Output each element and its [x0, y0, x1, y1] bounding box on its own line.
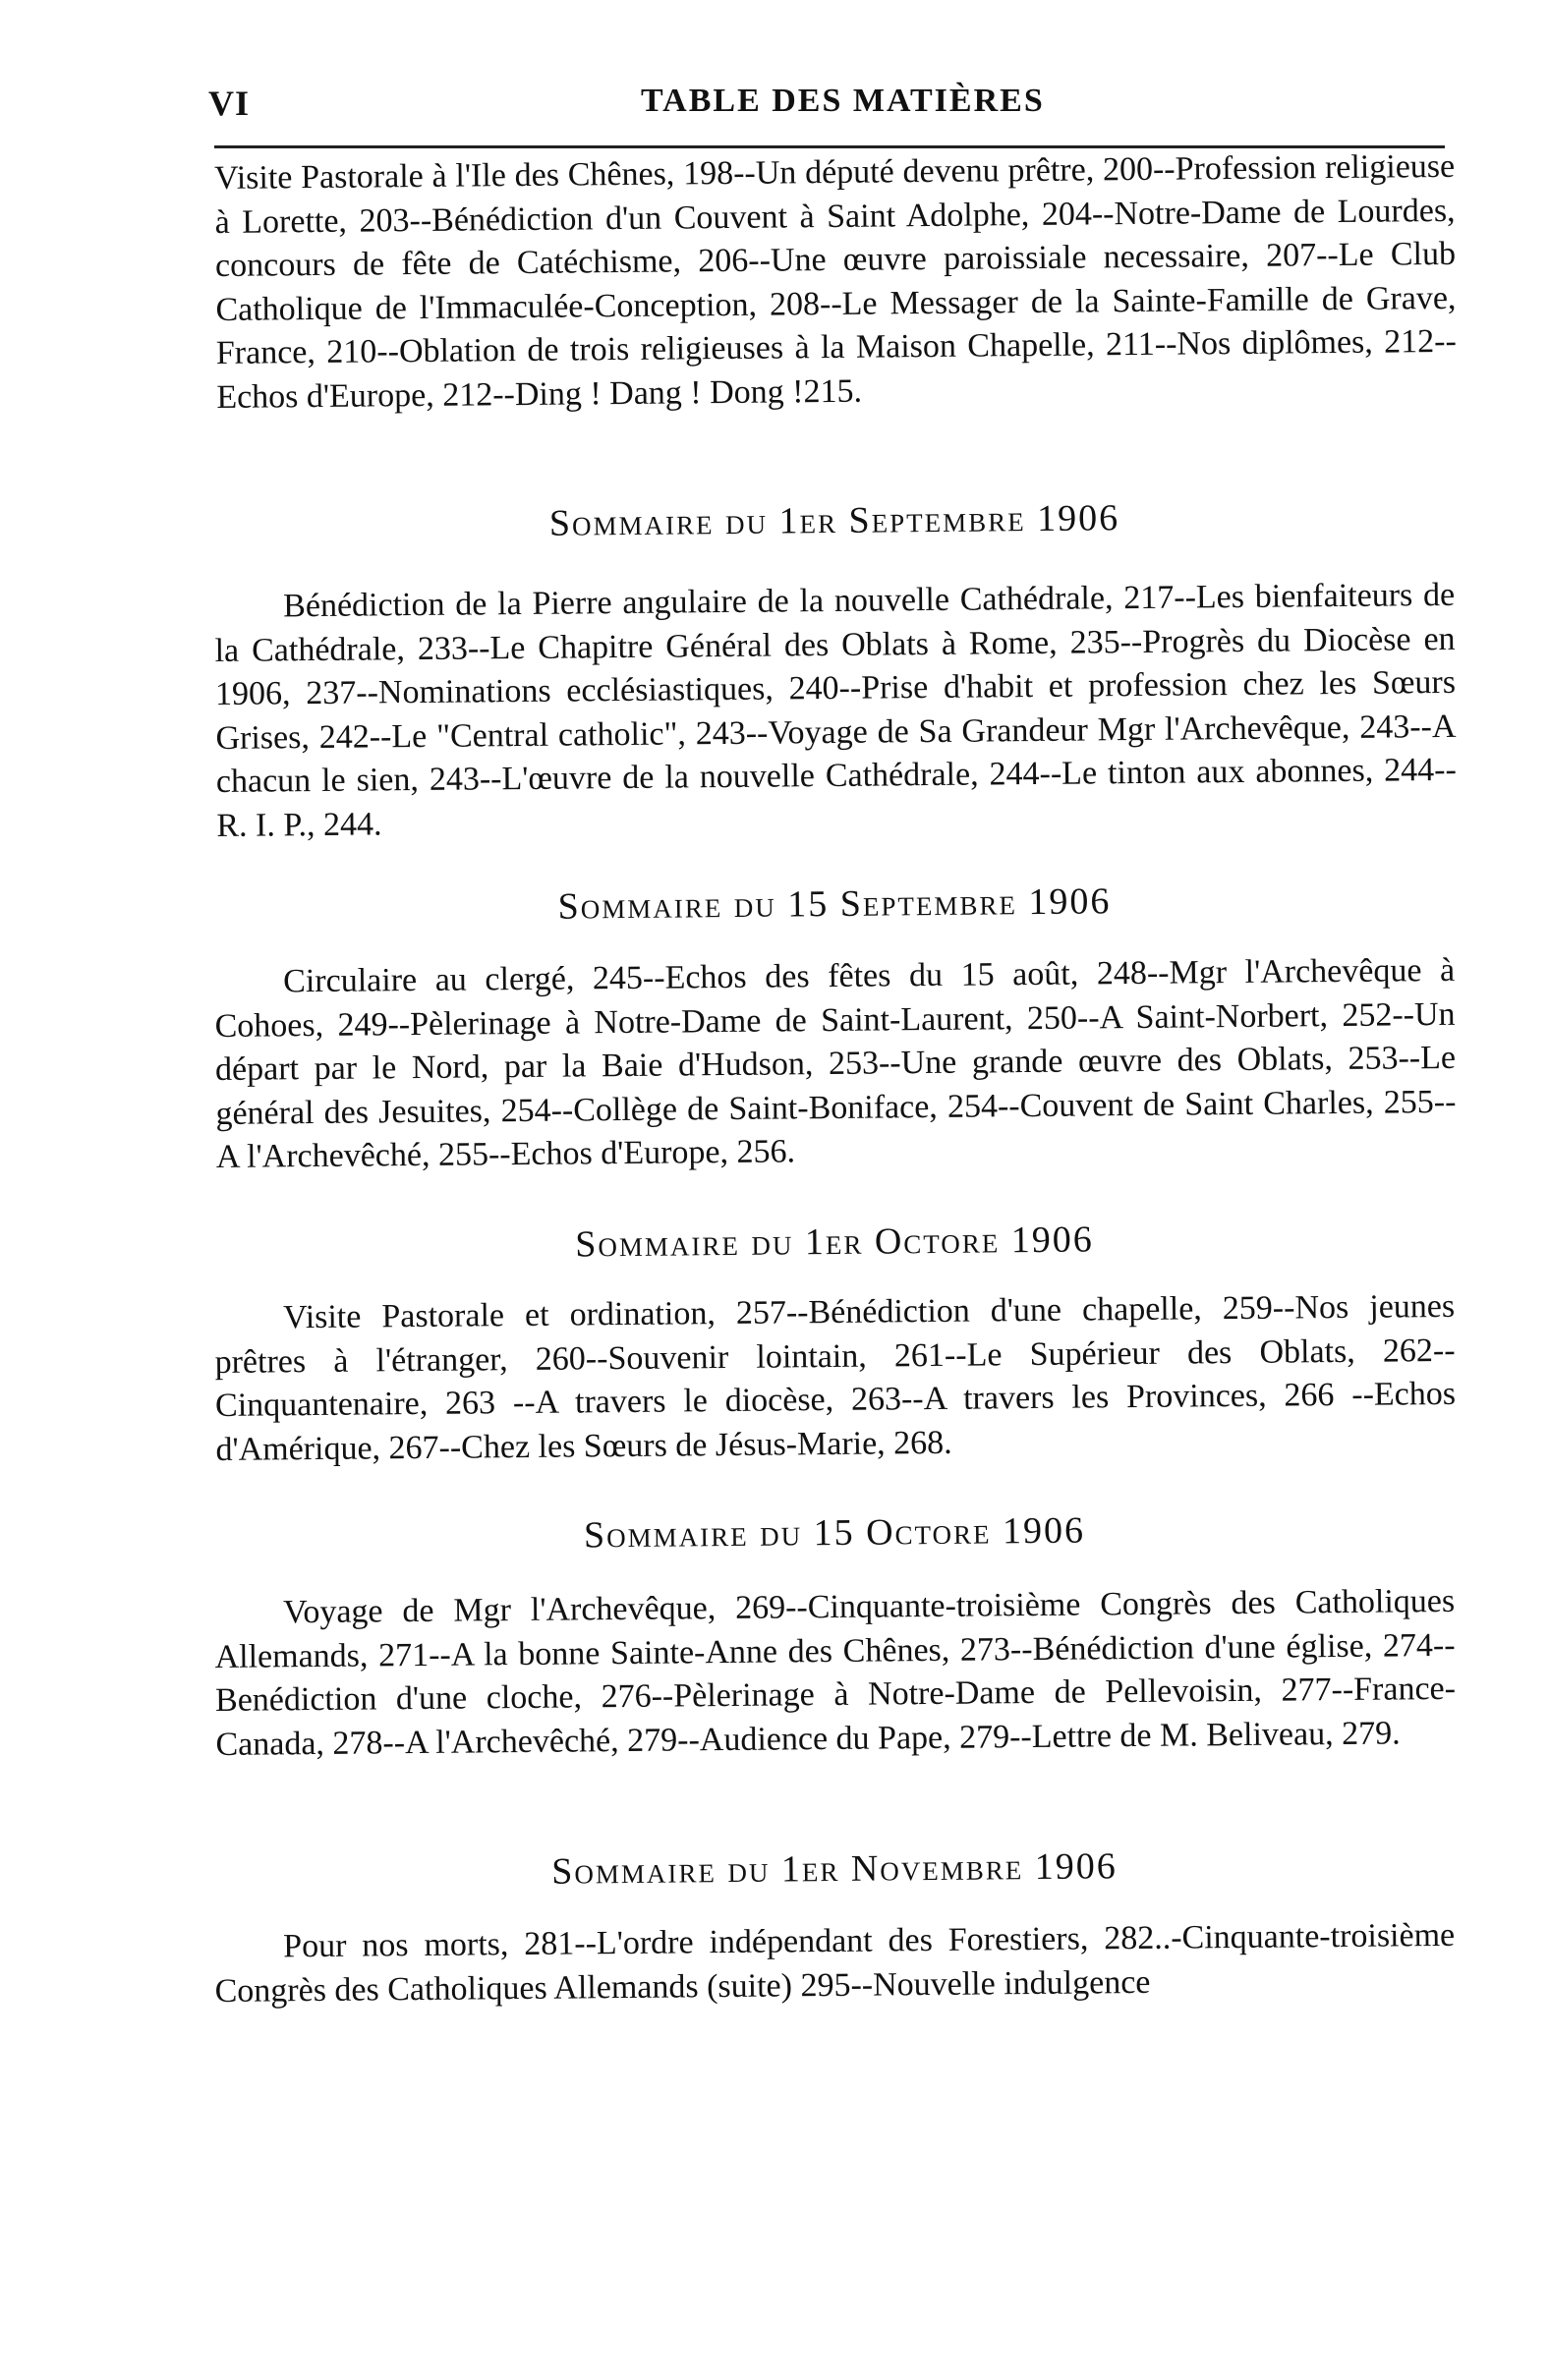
section-paragraph-1: Bénédiction de la Pierre angulaire de la nouvelle Cathédrale, 217--Les bienfaiteurs de la Cathédrale, 233--Le Chapitre Général des Oblats à Rome, 235--Progrès du Diocèse en 1906, 237--Nominations ecclésiastiques, 240--Prise d'habit et profession chez les Sœurs Grises, 242--Le "Central catholic", 243--Voyage de Sa Grandeur Mgr l'Archevêque, 243--A chacun le sien, 243--L'œuvre de la nouvelle Cathédrale, 244--Le tinton aux abonnes, 244--R. I. P., 244.	[214, 576, 1458, 844]
page-number: VI	[208, 84, 251, 123]
section-paragraph-4: Voyage de Mgr l'Archevêque, 269--Cinquante-troisième Congrès des Catholiques Allemands, 271--A la bonne Sainte-Anne des Chênes, 273--Bénédiction d'une église, 274--Benédiction d'une cloche, 276--Pèlerinage à Notre-Dame de Pellevoisin, 277--France-Canada, 278--A l'Archevêché, 279--Audience du Pape, 279--Lettre de M. Beliveau, 279.	[214, 1582, 1457, 1763]
section-heading-3: Sommaire du 1er Octore 1906	[575, 1218, 1094, 1266]
section-paragraph-3: Visite Pastorale et ordination, 257--Bénédiction d'une chapelle, 259--Nos jeunes prêtres à l'étranger, 260--Souvenir lointain, 261--Le Supérieur des Oblats, 262--Cinquantenaire, 263 --A travers le diocèse, 263--A travers les Provinces, 266 --Echos d'Amérique, 267--Chez les Sœurs de Jésus-Marie, 268.	[214, 1287, 1457, 1468]
section-paragraph-5: Pour nos morts, 281--L'ordre indépendant des Forestiers, 282..-Cinquante-troisième Congrès des Catholiques Allemands (suite) 295--Nouvelle indulgence	[214, 1916, 1456, 2010]
section-heading-5: Sommaire du 1er Novembre 1906	[551, 1845, 1118, 1893]
section-heading-2: Sommaire du 15 Septembre 1906	[557, 880, 1112, 928]
section-paragraph-2: Circulaire au clergé, 245--Echos des fêtes du 15 août, 248--Mgr l'Archevêque à Cohoes, 249--Pèlerinage à Notre-Dame de Saint-Laurent, 250--A Saint-Norbert, 252--Un départ par le Nord, par la Baie d'Hudson, 253--Une grande œuvre des Oblats, 253--Le général des Jesuites, 254--Collège de Saint-Boniface, 254--Couvent de Saint Charles, 255--A l'Archevêché, 255--Echos d'Europe, 256.	[214, 951, 1457, 1175]
section-heading-1: Sommaire du 1er Septembre 1906	[548, 497, 1120, 544]
page-header	[208, 79, 1447, 138]
running-title: TABLE DES MATIÈRES	[641, 83, 1045, 119]
section-heading-4: Sommaire du 15 Octore 1906	[583, 1509, 1086, 1557]
intro-paragraph: Visite Pastorale à l'Ile des Chênes, 198--Un député devenu prêtre, 200--Profession religieuse à Lorette, 203--Bénédiction d'un Couvent à Saint Adolphe, 204--Notre-Dame de Lourdes, concours de fête de Catéchisme, 206--Une œuvre paroissiale necessaire, 207--Le Club Catholique de l'Immaculée-Conception, 208--Le Messager de la Sainte-Famille de Grave, France, 210--Oblation de trois religieuses à la Maison Chapelle, 211--Nos diplômes, 212--Echos d'Europe, 212--Ding ! Dang ! Dong !215.	[214, 147, 1458, 416]
